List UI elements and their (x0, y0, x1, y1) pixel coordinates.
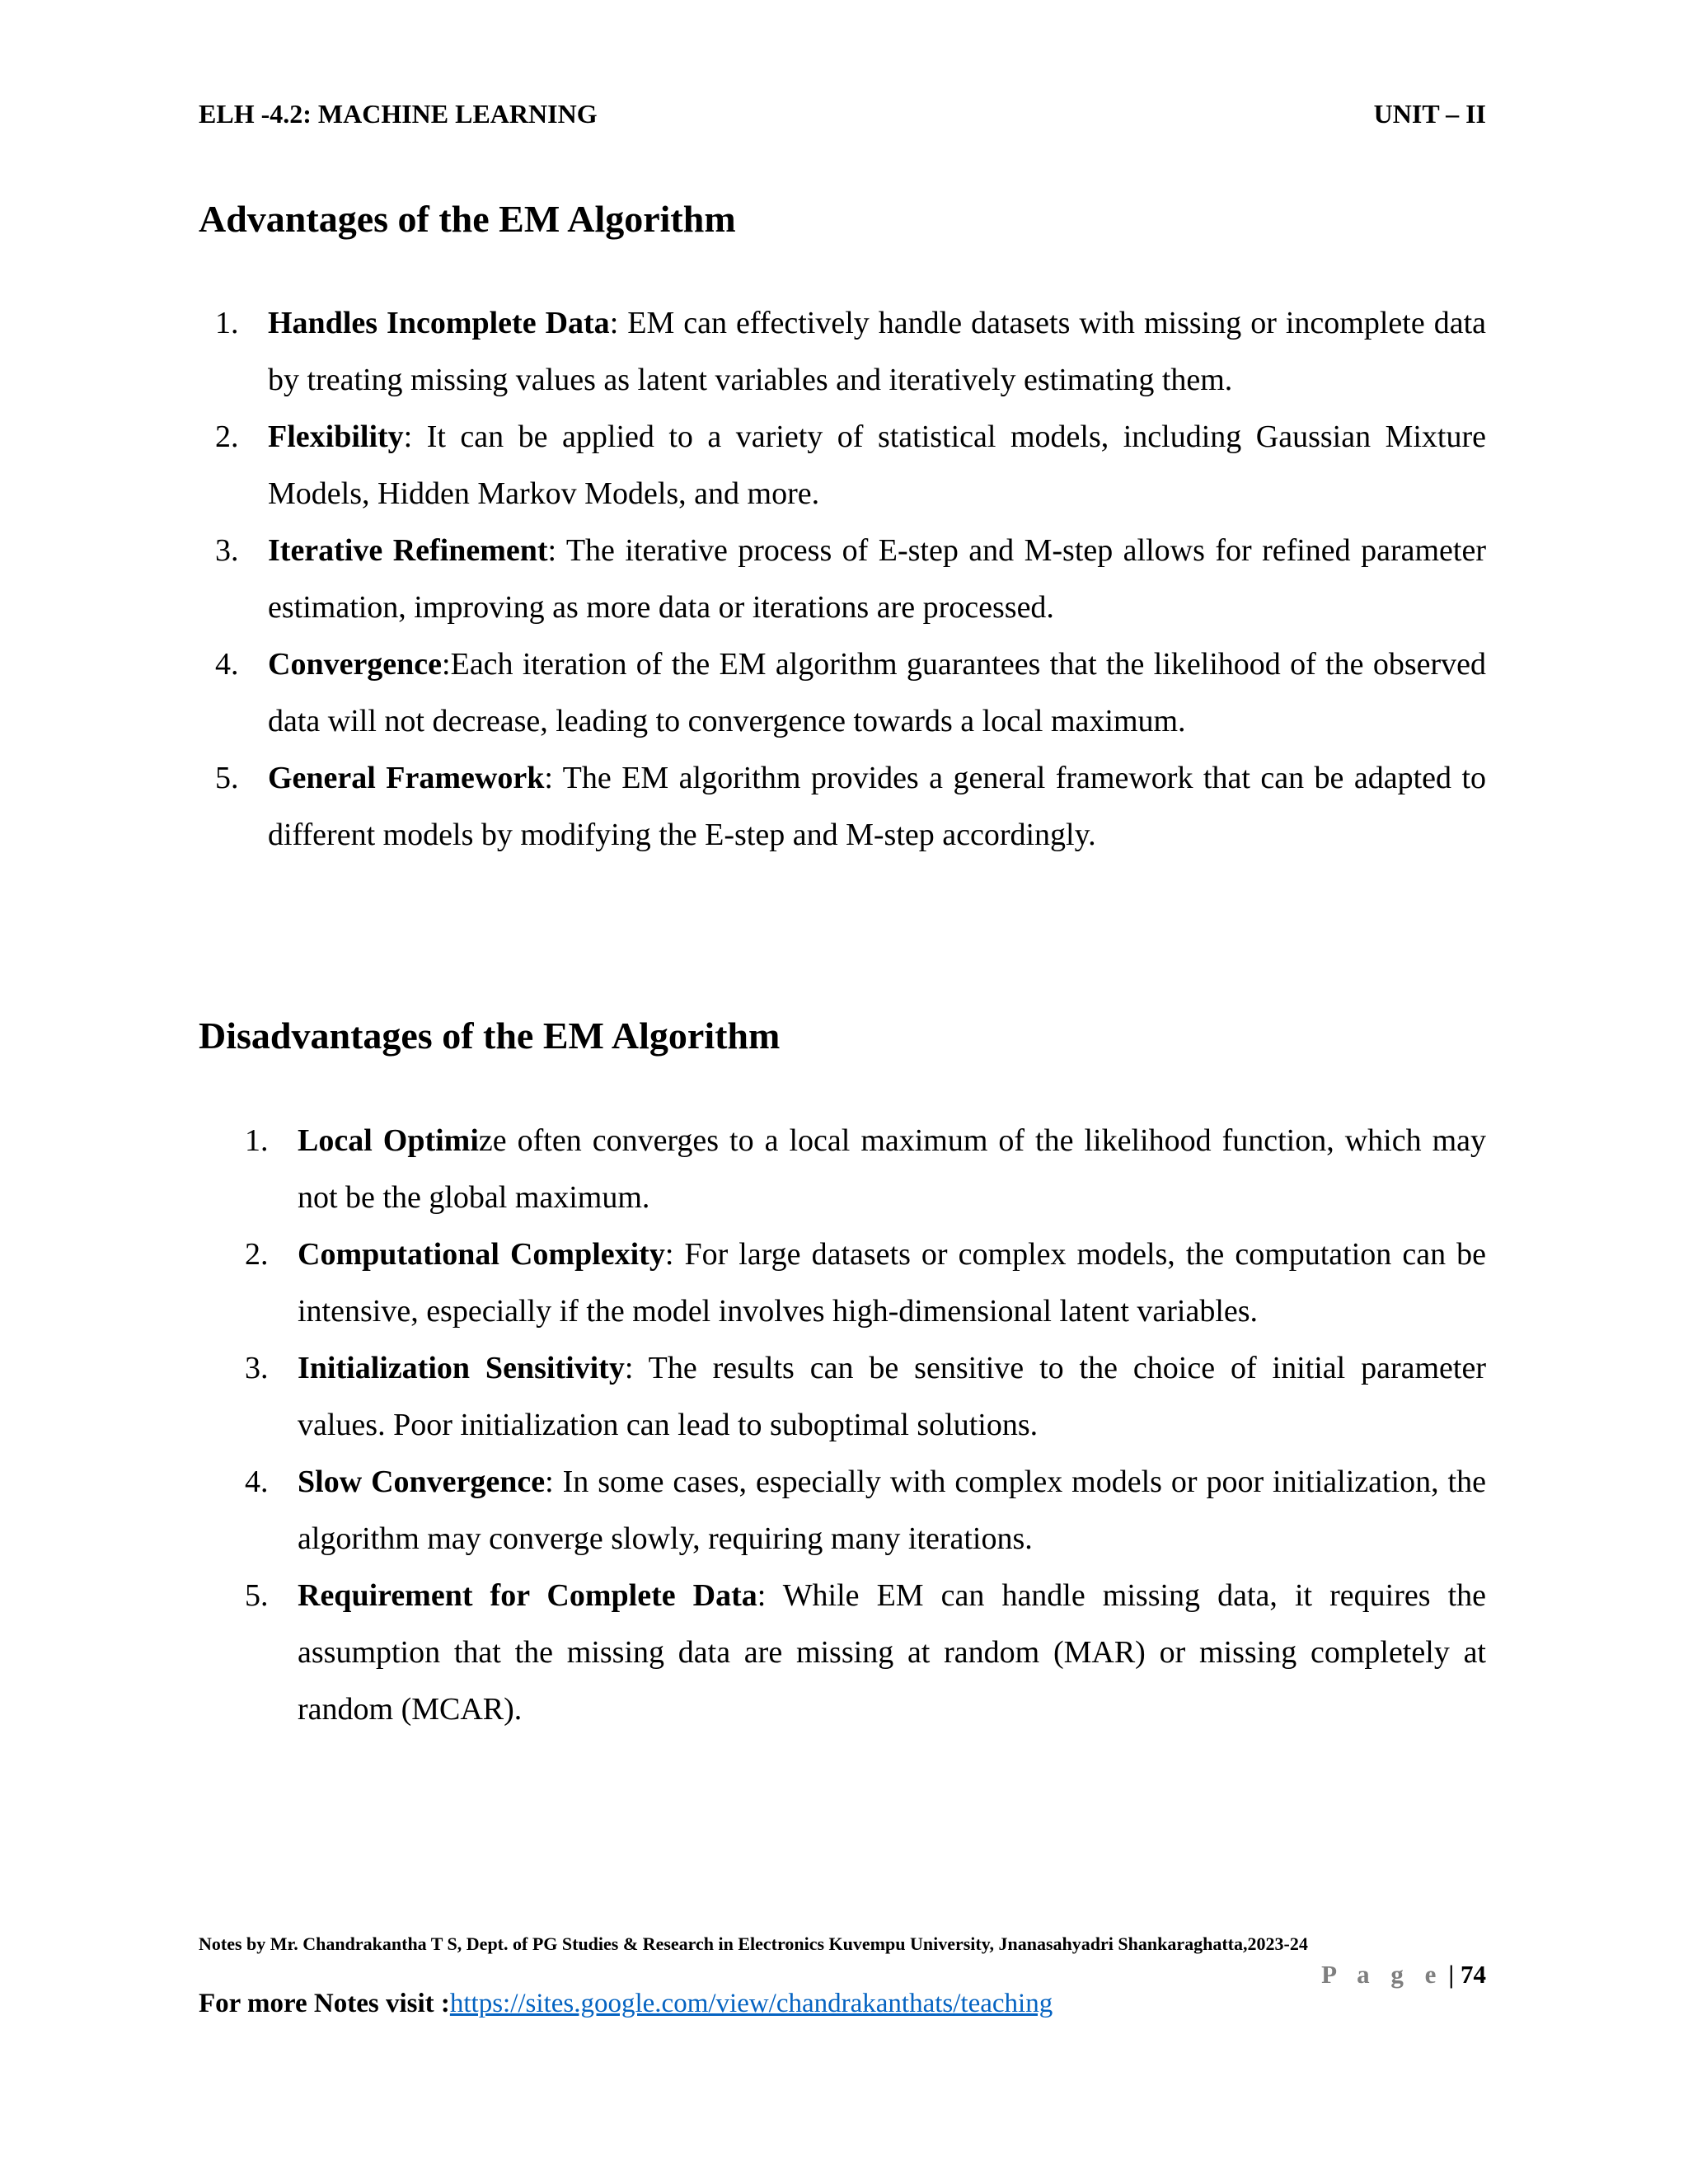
list-item (215, 750, 1486, 864)
list-item (245, 1113, 1486, 1226)
item-number: 4. (245, 1465, 269, 1499)
item-number: 1. (245, 1123, 269, 1158)
item-term: Initialization Sensitivity (298, 1351, 625, 1385)
item-text: : The EM algorithm provides a general framework that can be adapted to different models by modifying the E-step and M-step accordingly. (268, 761, 1486, 852)
item-number: 2. (215, 419, 239, 454)
item-term: General Framework (268, 761, 545, 795)
list-item (215, 636, 1486, 750)
list-item (215, 295, 1487, 409)
disadvantages-list (245, 1113, 1487, 1738)
item-term: Convergence (268, 647, 443, 682)
list-item (215, 523, 1486, 636)
page-header (199, 97, 1486, 130)
item-number: 1. (215, 306, 239, 340)
footer-notes: Notes by Mr. Chandrakantha T S, Dept. of PG Studies & Research in Electronics Kuvempu University, Jnanasahyadri Shankaraghatta,2023-24 (199, 1933, 1308, 1954)
item-number: 5. (245, 1578, 269, 1613)
page-word: P a g e (1321, 1960, 1444, 1989)
unit-label: UNIT – II (1373, 99, 1486, 129)
item-text: : EM can effectively handle datasets with missing or incomplete data by treating missing values as latent variables and iteratively estimating them. (268, 306, 1487, 397)
advantages-heading: Advantages of the EM Algorithm (199, 198, 736, 240)
item-text: ze often converges to a local maximum of the likelihood function, which may not be the global maximum. (298, 1123, 1486, 1215)
item-text: : For large datasets or complex models, the computation can be intensive, especially if the model involves high-dimensional latent variables. (298, 1237, 1486, 1329)
item-text: :Each iteration of the EM algorithm guarantees that the likelihood of the observed data will not decrease, leading to convergence towards a local maximum. (268, 647, 1486, 738)
list-item (245, 1226, 1486, 1340)
item-term: Flexibility (268, 419, 404, 454)
item-number: 4. (215, 647, 239, 682)
list-item (245, 1568, 1486, 1738)
item-text: : While EM can handle missing data, it requires the assumption that the missing data are missing at random (MAR) or missing completely at random (MCAR). (298, 1578, 1486, 1727)
item-number: 5. (215, 761, 239, 795)
item-text: : The iterative process of E-step and M-step allows for refined parameter estimation, improving as more data or iterations are processed. (268, 533, 1486, 625)
visit-label: For more Notes visit : (199, 1989, 450, 2018)
item-term: Slow Convergence (298, 1465, 546, 1499)
course-code: ELH -4.2: MACHINE LEARNING (199, 99, 598, 129)
item-text: : The results can be sensitive to the choice of initial parameter values. Poor initialization can lead to suboptimal solutions. (298, 1351, 1487, 1442)
list-item (245, 1454, 1486, 1568)
item-term: Handles Incomplete Data (268, 306, 610, 340)
advantages-list (215, 295, 1487, 864)
item-term: Requirement for Complete Data (298, 1578, 757, 1613)
item-text: : In some cases, especially with complex models or poor initialization, the algorithm may converge slowly, requiring many iterations. (298, 1465, 1486, 1556)
item-text: : It can be applied to a variety of statistical models, including Gaussian Mixture Models, Hidden Markov Models, and more. (268, 419, 1486, 511)
notes-link[interactable]: https://sites.google.com/view/chandrakanthats/teaching (449, 1989, 1053, 2018)
list-item (215, 409, 1486, 523)
page-separator: | (1448, 1960, 1455, 1989)
item-term: Local Optimi (298, 1123, 479, 1158)
item-number: 3. (215, 533, 239, 568)
page-number (1321, 1958, 1486, 1991)
disadvantages-heading: Disadvantages of the EM Algorithm (199, 1015, 781, 1057)
item-term: Computational Complexity (298, 1237, 665, 1272)
item-number: 2. (245, 1237, 269, 1272)
item-number: 3. (245, 1351, 269, 1385)
item-term: Iterative Refinement (268, 533, 548, 568)
footer-visit (199, 1986, 1053, 2021)
list-item (245, 1340, 1487, 1454)
page-number-value: 74 (1461, 1960, 1486, 1989)
